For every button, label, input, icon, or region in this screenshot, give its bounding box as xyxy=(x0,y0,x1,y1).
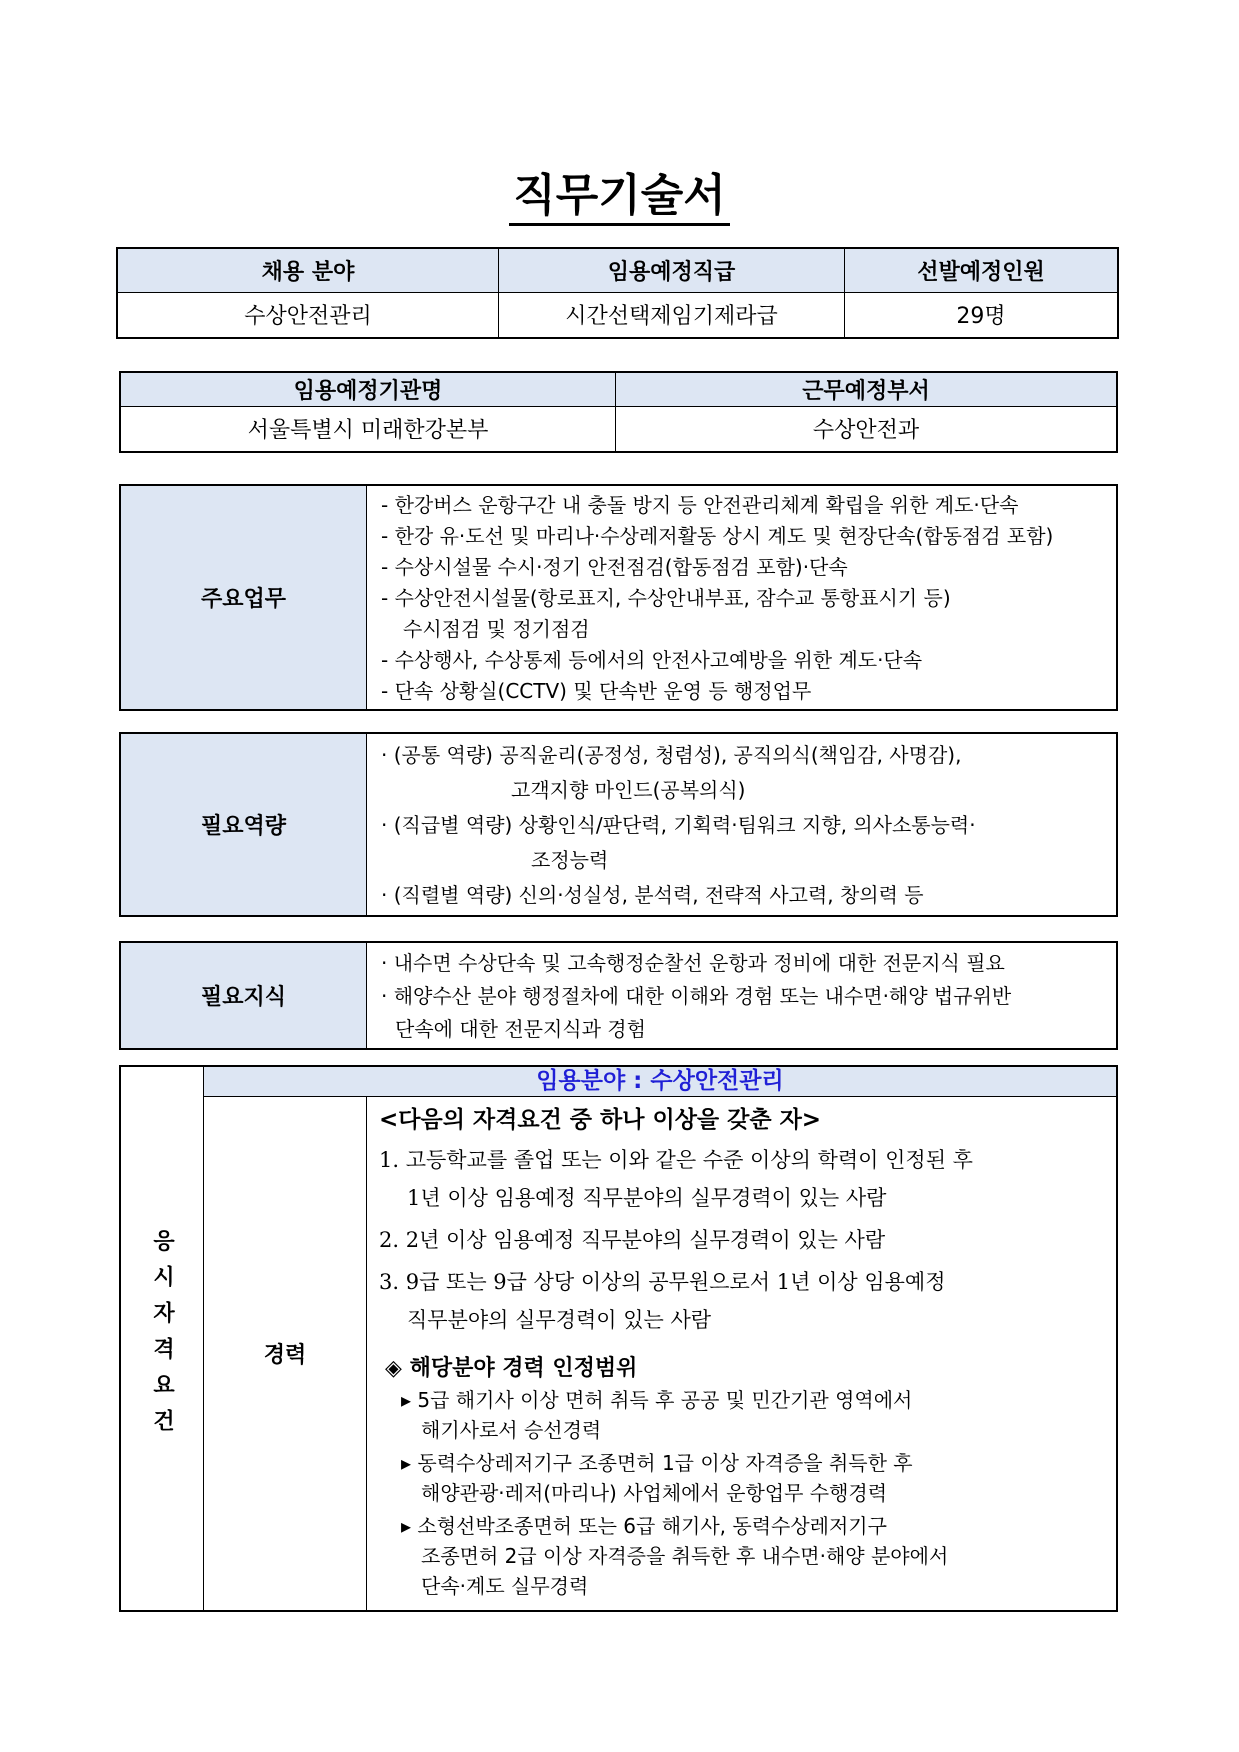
qualification-table xyxy=(119,1065,1118,1612)
field-title: 임용분야 : 수상안전관리 xyxy=(204,1066,1118,1096)
qualification-side-label: 응시자격요건 xyxy=(120,1066,204,1611)
header-grade: 임용예정직급 xyxy=(499,248,845,292)
competency-label: 필요역량 xyxy=(120,733,367,916)
career-label: 경력 xyxy=(204,1096,367,1611)
agency-table xyxy=(119,371,1118,453)
value-agency: 서울특별시 미래한강본부 xyxy=(120,406,616,452)
list-item: · (직급별 역량) 상황인식/판단력, 기획력·팀워크 지향, 의사소통능력· xyxy=(381,813,976,837)
duties-label: 주요업무 xyxy=(120,485,367,710)
list-item: - 한강버스 운항구간 내 충돌 방지 등 안전관리체계 확립을 위한 계도·단속 xyxy=(381,493,1019,517)
list-item: 조종면허 2급 이상 자격증을 취득한 후 내수면·해양 분야에서 xyxy=(421,1543,949,1568)
knowledge-table xyxy=(119,941,1118,1050)
list-item: ▸ 소형선박조종면허 또는 6급 해기사, 동력수상레저기구 xyxy=(401,1513,887,1538)
list-item: 3. 9급 또는 9급 상당 이상의 공무원으로서 1년 이상 임용예정 xyxy=(379,1269,946,1294)
list-item: 단속에 대한 전문지식과 경험 xyxy=(395,1017,646,1041)
list-item: ▸ 5급 해기사 이상 면허 취득 후 공공 및 민간기관 영역에서 xyxy=(401,1387,913,1412)
list-item: 수시점검 및 정기점검 xyxy=(403,617,590,641)
recruitment-table xyxy=(116,247,1119,339)
list-item: 단속·계도 실무경력 xyxy=(421,1573,589,1598)
list-item: - 단속 상황실(CCTV) 및 단속반 운영 등 행정업무 xyxy=(381,679,812,703)
list-item: - 수상행사, 수상통제 등에서의 안전사고예방을 위한 계도·단속 xyxy=(381,648,923,672)
list-item: 해기사로서 승선경력 xyxy=(421,1417,602,1442)
scope-list xyxy=(379,1385,1106,1601)
value-count: 29명 xyxy=(845,292,1119,338)
list-item: 고객지향 마인드(공복의식) xyxy=(511,778,746,802)
header-dept: 근무예정부서 xyxy=(616,372,1118,406)
list-item: ▸ 동력수상레저기구 조종면허 1급 이상 자격증을 취득한 후 xyxy=(401,1450,913,1475)
knowledge-list xyxy=(367,942,1118,1049)
list-item: - 한강 유·도선 및 마리나·수상레저활동 상시 계도 및 현장단속(합동점검 포함) xyxy=(381,524,1054,548)
career-content xyxy=(367,1096,1118,1611)
header-field: 채용 분야 xyxy=(117,248,499,292)
value-dept: 수상안전과 xyxy=(616,406,1118,452)
list-item: 조정능력 xyxy=(531,848,609,872)
competency-list xyxy=(367,733,1118,916)
list-item: 2. 2년 이상 임용예정 직무분야의 실무경력이 있는 사람 xyxy=(379,1227,886,1252)
list-item: - 수상시설물 수시·정기 안전점검(합동점검 포함)·단속 xyxy=(381,555,848,579)
value-grade: 시간선택제임기제라급 xyxy=(499,292,845,338)
knowledge-label: 필요지식 xyxy=(120,942,367,1049)
list-item: 직무분야의 실무경력이 있는 사람 xyxy=(407,1307,712,1332)
scope-title: ◈ 해당분야 경력 인정범위 xyxy=(385,1355,638,1381)
list-item: 1년 이상 임용예정 직무분야의 실무경력이 있는 사람 xyxy=(407,1185,887,1210)
requirement-list xyxy=(379,1139,1106,1339)
list-item: · (직렬별 역량) 신의·성실성, 분석력, 전략적 사고력, 창의력 등 xyxy=(381,883,924,907)
requirement-heading: <다음의 자격요건 중 하나 이상을 갖춘 자> xyxy=(379,1106,822,1133)
duties-list xyxy=(367,485,1118,710)
header-count: 선발예정인원 xyxy=(845,248,1119,292)
competency-table xyxy=(119,732,1118,917)
list-item: 1. 고등학교를 졸업 또는 이와 같은 수준 이상의 학력이 인정된 후 xyxy=(379,1147,973,1172)
duties-table xyxy=(119,484,1118,711)
value-field: 수상안전관리 xyxy=(117,292,499,338)
header-agency: 임용예정기관명 xyxy=(120,372,616,406)
list-item: · 내수면 수상단속 및 고속행정순찰선 운항과 정비에 대한 전문지식 필요 xyxy=(381,951,1005,975)
list-item: · 해양수산 분야 행정절차에 대한 이해와 경험 또는 내수면·해양 법규위반 xyxy=(381,984,1012,1008)
page-title: 직무기술서 xyxy=(0,170,1239,222)
list-item: - 수상안전시설물(항로표지, 수상안내부표, 잠수교 통항표시기 등) xyxy=(381,586,951,610)
list-item: 해양관광·레저(마리나) 사업체에서 운항업무 수행경력 xyxy=(421,1480,888,1505)
list-item: · (공통 역량) 공직윤리(공정성, 청렴성), 공직의식(책임감, 사명감), xyxy=(381,743,962,767)
